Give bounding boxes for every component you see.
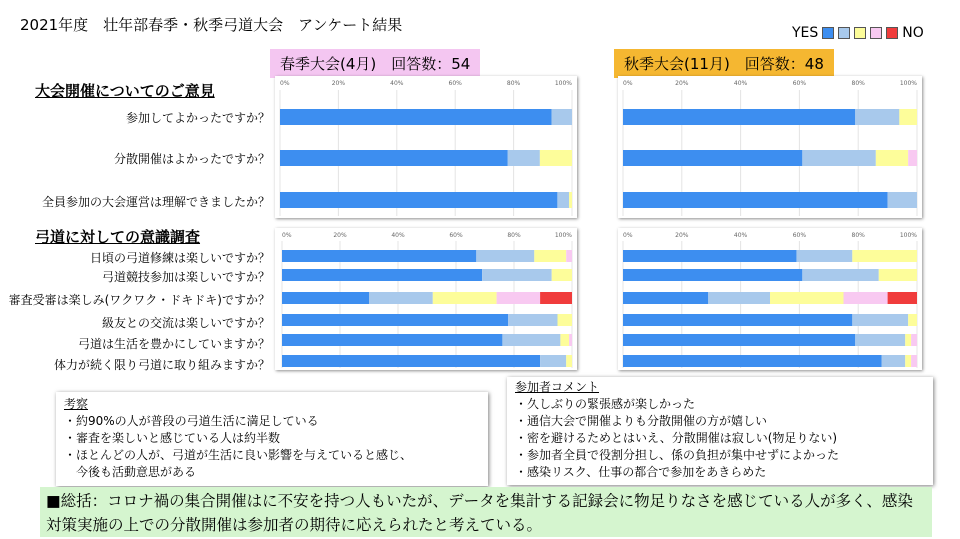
bar-segment — [770, 292, 844, 304]
bar-segment — [708, 292, 770, 304]
question-label: 審査受審は楽しみ(ワクワク・ドキドキ)ですか？ — [8, 293, 270, 307]
question-label: 級友との交流は楽しいですか？ — [101, 316, 270, 330]
legend-swatch-1 — [822, 27, 834, 39]
comment-item: ・感染リスク、仕事の都合で参加をあきらめた — [515, 465, 767, 479]
spring-opinions-chart — [275, 76, 577, 218]
tick-label: 60% — [792, 80, 807, 87]
bar-segment — [623, 192, 888, 208]
bar-segment — [802, 269, 878, 281]
bar-segment — [569, 334, 572, 346]
bar-segment — [552, 109, 572, 125]
bar-segment — [882, 355, 906, 367]
bar-segment — [911, 355, 917, 367]
bar-segment — [557, 192, 569, 208]
legend-swatch-2 — [838, 27, 850, 39]
kousatsu-heading: 考察 — [64, 397, 89, 411]
bar-segment — [852, 314, 908, 326]
kousatsu-item: ・審査を楽しいと感じている人は約半数 — [64, 431, 281, 445]
bar-segment — [433, 292, 497, 304]
bar-segment — [908, 150, 917, 166]
autumn-opinions-svg — [618, 76, 922, 218]
kousatsu-item: 今後も活動意思がある — [64, 465, 197, 479]
tick-label: 0% — [623, 232, 633, 239]
legend — [792, 25, 924, 41]
question-label: 弓道は生活を豊かにしていますか？ — [77, 337, 270, 351]
legend-no-label: NO — [902, 25, 924, 41]
autumn-event-label: 秋季大会(11月) 回答数：48 — [614, 49, 834, 78]
bar-segment — [852, 250, 917, 262]
bar-segment — [560, 334, 569, 346]
bar-segment — [508, 150, 540, 166]
bar-segment — [623, 269, 802, 281]
bar-segment — [282, 334, 502, 346]
bar-segment — [623, 109, 855, 125]
legend-yes-label: YES — [792, 25, 819, 41]
tick-label: 100% — [899, 80, 917, 87]
bar-segment — [888, 292, 917, 304]
question-label: 弓道競技参加は楽しいですか？ — [101, 270, 270, 284]
tick-label: 60% — [448, 80, 462, 87]
tick-label: 60% — [792, 232, 807, 239]
bar-segment — [552, 269, 572, 281]
bar-segment — [540, 292, 572, 304]
comment-item: ・通信大会で開催よりも分散開催の方が嬉しい — [515, 414, 768, 428]
spring-attitude-chart — [275, 228, 577, 370]
bar-segment — [558, 314, 573, 326]
bar-segment — [844, 292, 888, 304]
bar-segment — [905, 355, 911, 367]
bar-segment — [623, 150, 802, 166]
bar-segment — [540, 355, 566, 367]
bar-segment — [282, 269, 482, 281]
tick-label: 40% — [733, 232, 748, 239]
bar-segment — [534, 250, 566, 262]
tick-label: 40% — [390, 80, 404, 87]
bar-segment — [905, 334, 911, 346]
bar-segment — [566, 355, 572, 367]
bar-segment — [855, 334, 905, 346]
kousatsu-item: ・ほとんどの人が、弓道が生活に良い影響を与えていると感じ、 — [64, 448, 413, 462]
bar-segment — [282, 250, 476, 262]
bar-segment — [623, 334, 855, 346]
spring-opinions-svg — [275, 76, 577, 218]
bar-segment — [623, 314, 852, 326]
question-label: 参加してよかったですか？ — [125, 111, 270, 125]
question-label: 体力が続く限り弓道に取り組みますか？ — [53, 358, 270, 372]
bar-segment — [282, 314, 508, 326]
tick-label: 0% — [282, 232, 292, 239]
bar-segment — [855, 109, 899, 125]
legend-swatch-3 — [854, 27, 866, 39]
tick-label: 100% — [554, 232, 572, 239]
bar-segment — [476, 250, 534, 262]
question-label: 日頃の弓道修練は楽しいですか？ — [89, 251, 270, 265]
bar-segment — [497, 292, 540, 304]
tick-label: 20% — [675, 232, 689, 239]
tick-label: 20% — [333, 232, 347, 239]
bar-segment — [569, 192, 572, 208]
section-title-attitude: 弓道に対しての意識調査 — [35, 228, 201, 246]
bar-segment — [879, 269, 917, 281]
bar-segment — [899, 109, 917, 125]
summary-text: ■総括：コロナ禍の集合開催はに不安を持つ人もいたが、データを集計する記録会に物足りなさを感じている人が多く、感染対策実施の上での分散開催は参加者の期待に応えられたと考えている。 — [40, 487, 932, 537]
section-title-opinions: 大会開催についてのご意見 — [35, 82, 215, 100]
bar-segment — [280, 192, 557, 208]
bar-segment — [566, 250, 572, 262]
autumn-attitude-svg — [618, 228, 922, 370]
question-label: 全員参加の大会運営は理解できましたか？ — [41, 195, 270, 209]
tick-label: 60% — [449, 232, 463, 239]
bar-segment — [282, 355, 540, 367]
bar-segment — [280, 109, 552, 125]
tick-label: 20% — [331, 80, 346, 87]
page-title: 2021年度 壮年部春季・秋季弓道大会 アンケート結果 — [20, 16, 403, 34]
bar-segment — [280, 150, 508, 166]
bar-segment — [502, 334, 560, 346]
bar-segment — [911, 334, 917, 346]
legend-swatch-4 — [870, 27, 882, 39]
kousatsu-item: ・約90%の人が普段の弓道生活に満足している — [64, 414, 319, 428]
bar-segment — [540, 150, 572, 166]
tick-label: 0% — [623, 80, 633, 87]
question-label: 分散開催はよかったですか？ — [113, 152, 270, 166]
bar-segment — [623, 250, 796, 262]
bar-segment — [623, 355, 882, 367]
comment-item: ・参加者全員で役割分担し、係の負担が集中せずによかった — [515, 448, 840, 462]
kousatsu-box — [56, 392, 488, 486]
bar-segment — [888, 192, 917, 208]
tick-label: 80% — [851, 80, 865, 87]
bar-segment — [802, 150, 876, 166]
spring-event-label: 春季大会(4月) 回答数：54 — [270, 49, 480, 78]
tick-label: 80% — [851, 232, 865, 239]
tick-label: 40% — [391, 232, 405, 239]
comment-item: ・密を避けるためとはいえ、分散開催は寂しい(物足りない) — [515, 431, 838, 445]
autumn-opinions-chart — [618, 76, 922, 218]
bar-segment — [508, 314, 557, 326]
bar-segment — [482, 269, 552, 281]
comments-box — [507, 377, 933, 485]
bar-segment — [369, 292, 433, 304]
legend-swatch-5 — [886, 27, 898, 39]
tick-label: 100% — [554, 80, 572, 87]
tick-label: 0% — [280, 80, 290, 87]
tick-label: 20% — [675, 80, 689, 87]
tick-label: 80% — [507, 232, 521, 239]
spring-attitude-svg — [275, 228, 577, 370]
tick-label: 80% — [506, 80, 521, 87]
tick-label: 100% — [899, 232, 917, 239]
tick-label: 40% — [733, 80, 748, 87]
bar-segment — [282, 292, 369, 304]
bar-segment — [876, 150, 908, 166]
comment-item: ・久しぶりの緊張感が楽しかった — [515, 397, 696, 411]
bar-segment — [796, 250, 852, 262]
bar-segment — [908, 314, 917, 326]
bar-segment — [623, 292, 708, 304]
comments-heading: 参加者コメント — [515, 380, 600, 394]
autumn-attitude-chart — [618, 228, 922, 370]
